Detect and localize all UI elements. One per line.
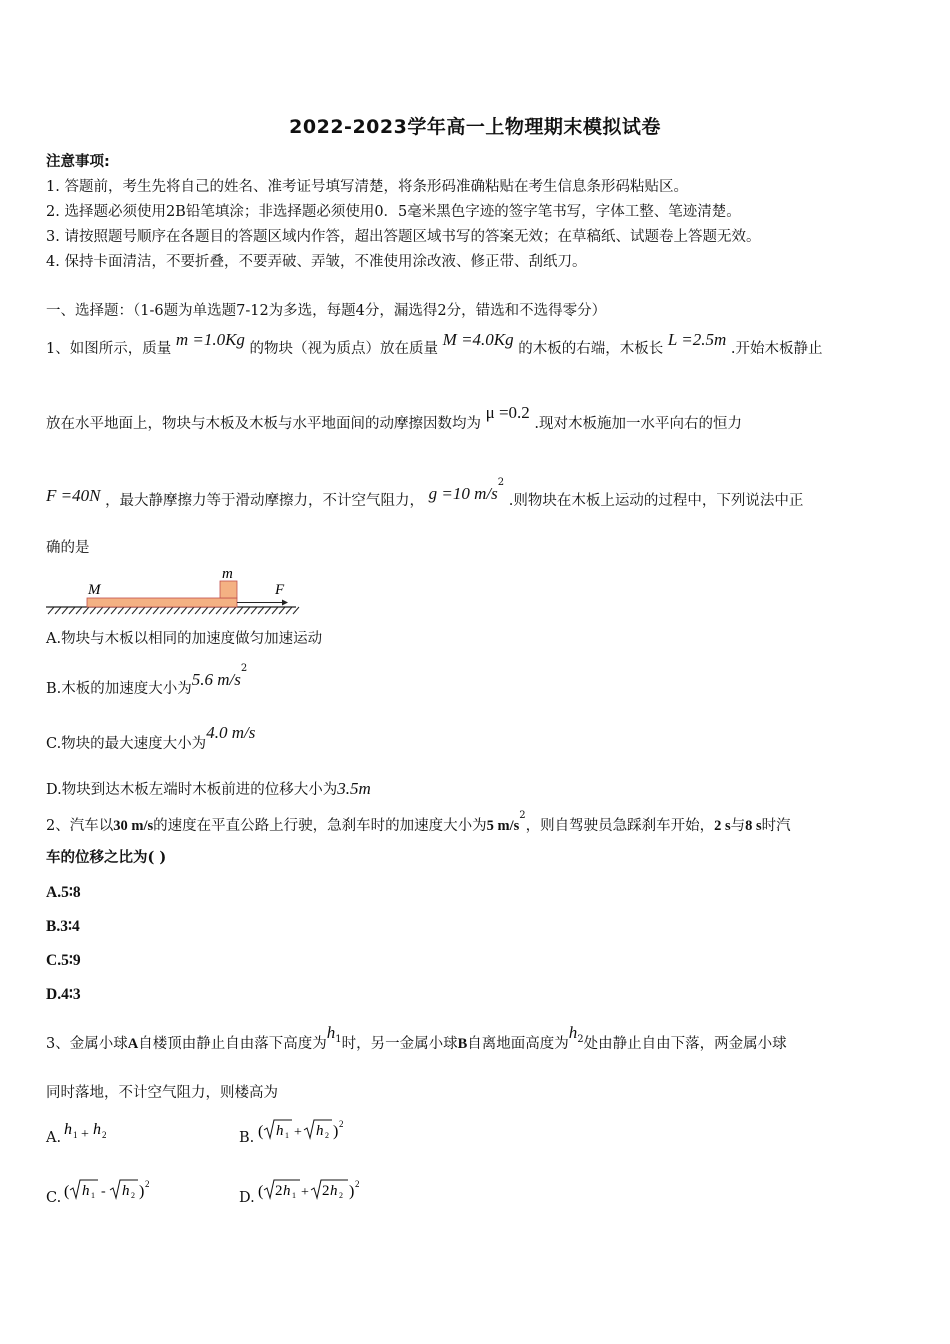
- q2-time-1: 2 s: [714, 817, 731, 834]
- q1-gravity-g: g =10 m/s: [428, 483, 498, 503]
- q3-ball-b: B: [457, 1036, 468, 1052]
- q1-line-4: 确的是: [46, 540, 90, 556]
- q3-h2: h: [568, 1023, 578, 1042]
- q1-text: 1、如图所示，质量: [46, 341, 172, 357]
- q2-text: 的速度在平直公路上行驶，急刹车时的加速度大小为: [153, 817, 487, 834]
- q1-text: ，最大静摩擦力等于滑动摩擦力，不计空气阻力，: [105, 492, 425, 509]
- q1-line-3: [46, 477, 804, 511]
- note-item: 2. 选择题必须使用2B铅笔填涂；非选择题必须使用0．5毫米黑色字迹的签字笔书写，字体工整、笔迹清楚。: [46, 204, 741, 220]
- q1-text: 放在水平地面上，物块与木板及木板与水平地面间的动摩擦因数均为: [46, 416, 481, 432]
- ground-hatch: [46, 607, 299, 614]
- svg-text:2: 2: [275, 1183, 283, 1199]
- svg-text:+: +: [294, 1125, 302, 1140]
- q2-text: 时汽: [761, 817, 791, 834]
- q1-option-b-text: B.木板的加速度大小为: [46, 680, 192, 697]
- svg-text:h: h: [122, 1183, 130, 1199]
- page-title: 2022-2023学年高一上物理期末模拟试卷: [289, 116, 661, 138]
- force-arrowhead: [282, 600, 288, 606]
- q3-option-d-label: D.: [239, 1190, 255, 1206]
- q3-option-d-formula: [256, 1174, 372, 1206]
- svg-text:2: 2: [322, 1183, 330, 1199]
- svg-text:2: 2: [325, 1131, 329, 1140]
- svg-text:2: 2: [339, 1191, 343, 1200]
- board-block: [87, 598, 237, 607]
- q1-option-d-text: D.物块到达木板左端时木板前进的位移大小为: [46, 782, 338, 798]
- q2-text: 2、汽车以: [46, 817, 114, 834]
- q3-text: 3、金属小球: [46, 1036, 128, 1052]
- q1-length-L: L =2.5m: [667, 330, 727, 349]
- q3-text: 时，另一金属小球: [341, 1036, 458, 1052]
- svg-text:+: +: [81, 1127, 89, 1142]
- q1-mass-M: M =4.0Kg: [442, 330, 514, 349]
- q2-text: ，则自驾驶员急踩刹车开始，: [525, 817, 715, 834]
- q3-option-c-label: C.: [46, 1190, 62, 1206]
- note-item: 3. 请按照题号顺序在各题目的答题区域内作答，超出答题区域书写的答案无效；在草稿纸、试题卷上答题无效。: [46, 229, 761, 245]
- svg-text:2: 2: [131, 1191, 135, 1200]
- q1-text: .现对木板施加一水平向右的恒力: [534, 416, 743, 432]
- svg-text:2: 2: [355, 1179, 360, 1189]
- q3-ball-a: A: [127, 1036, 139, 1052]
- svg-text:1: 1: [91, 1191, 95, 1200]
- q3-text: 自楼顶由静止自由落下高度为: [138, 1036, 327, 1052]
- q1-diagram: [44, 563, 304, 621]
- q2-text: 与: [730, 817, 746, 834]
- q1-text: 的物块（视为质点）放在质量: [249, 341, 439, 357]
- q1-line-1: [46, 330, 823, 359]
- label-F: F: [275, 582, 285, 598]
- svg-text:1: 1: [73, 1130, 78, 1140]
- note-item: 1. 答题前，考生先将自己的姓名、准考证号填写清楚，将条形码准确粘贴在考生信息条形码粘贴区。: [46, 179, 688, 195]
- q3-h1: h: [326, 1023, 336, 1042]
- notes-heading: 注意事项:: [46, 154, 110, 170]
- q2-accel-exp: 2: [519, 810, 526, 821]
- svg-text:h: h: [93, 1121, 101, 1138]
- q3-option-a-formula: [62, 1116, 122, 1146]
- q2-line-2: 车的位移之比为( ): [46, 849, 167, 866]
- q1-gravity-exp: 2: [497, 477, 505, 488]
- q3-text: 处由静止自由下落，两金属小球: [583, 1036, 787, 1052]
- q2-speed: 30 m/s: [113, 817, 154, 834]
- q3-h2-sub: 2: [577, 1034, 584, 1045]
- q1-friction-mu: μ =0.2: [485, 403, 530, 422]
- q1-text: .则物块在木板上运动的过程中，下列说法中正: [508, 492, 804, 509]
- q3-option-b-label: B.: [239, 1130, 255, 1146]
- svg-text:h: h: [276, 1123, 284, 1139]
- svg-text:1: 1: [285, 1131, 289, 1140]
- q3-option-c-formula: [62, 1174, 162, 1206]
- q1-option-c: [46, 723, 256, 754]
- svg-text:(: (: [258, 1123, 264, 1140]
- q1-option-a: A.物块与木板以相同的加速度做匀加速运动: [46, 631, 323, 647]
- q3-h1-sub: 1: [335, 1034, 342, 1045]
- svg-text:h: h: [64, 1121, 72, 1138]
- q2-option: B.3∶4: [46, 918, 80, 935]
- q2-option: C.5∶9: [46, 952, 81, 969]
- q2-accel: 5 m/s: [486, 817, 520, 834]
- q1-option-b: [46, 663, 248, 699]
- q3-option-b-formula: [256, 1114, 356, 1146]
- svg-text:2: 2: [339, 1119, 344, 1129]
- q1-option-b-value: 5.6 m/s: [191, 669, 241, 689]
- svg-text:): ): [139, 1183, 145, 1200]
- q3-text: 自离地面高度为: [467, 1036, 569, 1052]
- q3-line-1: [46, 1023, 787, 1056]
- svg-text:+: +: [301, 1185, 309, 1200]
- q3-option-a-label: A.: [46, 1130, 62, 1146]
- svg-text:2: 2: [102, 1130, 107, 1140]
- svg-text:h: h: [283, 1183, 291, 1199]
- q1-text: .开始木板静止: [730, 341, 823, 357]
- q1-option-d: [46, 779, 371, 800]
- q1-option-c-value: 4.0 m/s: [206, 723, 256, 742]
- svg-text:2: 2: [145, 1179, 150, 1189]
- q1-mass-m: m =1.0Kg: [175, 330, 245, 349]
- note-item: 4. 保持卡面清洁，不要折叠，不要弄破、弄皱，不准使用涂改液、修正带、刮纸刀。: [46, 254, 587, 270]
- svg-text:-: -: [101, 1184, 106, 1199]
- svg-text:(: (: [258, 1183, 264, 1200]
- q1-option-d-value: 3.5m: [337, 779, 371, 798]
- svg-text:h: h: [82, 1183, 90, 1199]
- q2-option: D.4∶3: [46, 986, 81, 1003]
- q3-line-2: 同时落地，不计空气阻力，则楼高为: [46, 1085, 278, 1101]
- label-m: m: [222, 566, 233, 582]
- q1-force-F: F =40N: [46, 485, 101, 505]
- svg-text:(: (: [64, 1183, 70, 1200]
- q1-option-b-exp: 2: [240, 663, 248, 674]
- q1-line-2: [46, 403, 743, 434]
- svg-text:1: 1: [292, 1191, 296, 1200]
- svg-text:): ): [349, 1183, 355, 1200]
- small-block: [220, 581, 237, 598]
- label-M: M: [88, 582, 101, 598]
- q1-text: 的木板的右端，木板长: [518, 341, 664, 357]
- q1-option-c-text: C.物块的最大速度大小为: [46, 736, 207, 752]
- q2-option: A.5∶8: [46, 884, 81, 901]
- svg-text:h: h: [330, 1183, 338, 1199]
- svg-text:h: h: [316, 1123, 324, 1139]
- q2-time-2: 8 s: [745, 817, 762, 834]
- q2-line-1: [46, 812, 791, 836]
- svg-text:): ): [333, 1123, 339, 1140]
- section-heading: 一、选择题：（1-6题为单选题7-12为多选，每题4分，漏选得2分，错选和不选得零分）: [46, 303, 607, 319]
